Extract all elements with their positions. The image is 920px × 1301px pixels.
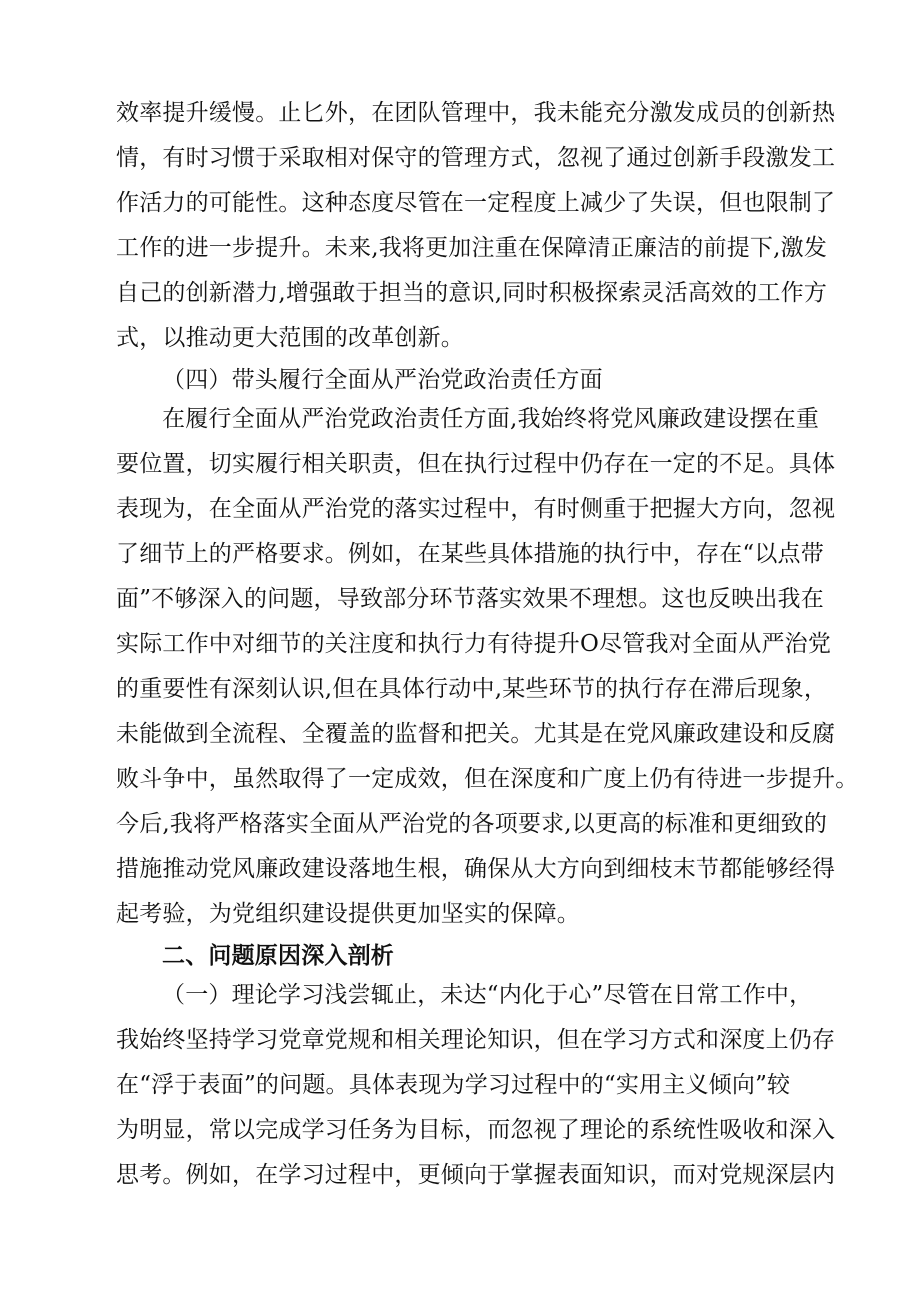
- paragraph-line: 了细节上的严格要求。例如，在某些具体措施的执行中，存在“以点带: [116, 541, 824, 567]
- section-heading-2: 二、问题原因深入剖析: [162, 942, 394, 969]
- paragraph-line: 败斗争中，虽然取得了一定成效，但在深度和广度上仍有待进一步提升。: [116, 766, 859, 792]
- paragraph-line: 表现为，在全面从严治党的落实过程中，有时侧重于把握大方向，忽视: [116, 496, 836, 522]
- paragraph-line: 工作的进一步提升。未来,我将更加注重在保障清正廉洁的前提下,激发: [116, 235, 828, 261]
- paragraph-line: 的重要性有深刻认识,但在具体行动中,某些环节的执行存在滞后现象，: [116, 676, 828, 702]
- paragraph-line: 式，以推动更大范围的改革创新。: [116, 325, 464, 351]
- paragraph-line: 今后,我将严格落实全面从严治党的各项要求,以更高的标准和更细致的: [116, 811, 828, 837]
- paragraph-line: 自己的创新潜力,增强敢于担当的意识,同时积极探索灵活高效的工作方: [116, 280, 828, 306]
- section-heading-4: （四）带头履行全面从严治党政治责任方面: [162, 367, 603, 393]
- paragraph-line: （一）理论学习浅尝辄止，未达“内化于心”尽管在日常工作中，: [162, 982, 813, 1008]
- paragraph-line: 措施推动党风廉政建设落地生根，确保从大方向到细枝末节都能够经得: [116, 856, 836, 882]
- paragraph-line: 为明显，常以完成学习任务为目标，而忽视了理论的系统性吸收和深入: [116, 1117, 836, 1143]
- paragraph-line: 实际工作中对细节的关注度和执行力有待提升O尽管我对全面从严治党: [116, 631, 832, 657]
- paragraph-line: 面”不够深入的问题，导致部分环节落实效果不理想。这也反映出我在: [116, 586, 824, 612]
- paragraph-line: 情，有时习惯于采取相对保守的管理方式，忽视了通过创新手段激发工: [116, 145, 836, 171]
- paragraph-line: 在“浮于表面”的问题。具体表现为学习过程中的“实用主义倾向”较: [116, 1072, 791, 1098]
- paragraph-line: 我始终坚持学习党章党规和相关理论知识，但在学习方式和深度上仍存: [116, 1027, 836, 1053]
- paragraph-line: 作活力的可能性。这种态度尽管在一定程度上减少了失误，但也限制了: [116, 190, 836, 216]
- paragraph-line: 在履行全面从严治党政治责任方面,我始终将党风廉政建设摆在重: [162, 406, 820, 432]
- paragraph-line: 未能做到全流程、全覆盖的监督和把关。尤其是在党风廉政建设和反腐: [116, 721, 836, 747]
- paragraph-line: 起考验，为党组织建设提供更加坚实的保障。: [116, 901, 580, 927]
- paragraph-line: 效率提升缓慢。止匕外，在团队管理中，我未能充分激发成员的创新热: [116, 100, 836, 126]
- paragraph-line: 思考。例如，在学习过程中，更倾向于掌握表面知识，而对党规深层内: [116, 1162, 836, 1188]
- paragraph-line: 要位置，切实履行相关职责，但在执行过程中仍存在一定的不足。具体: [116, 451, 836, 477]
